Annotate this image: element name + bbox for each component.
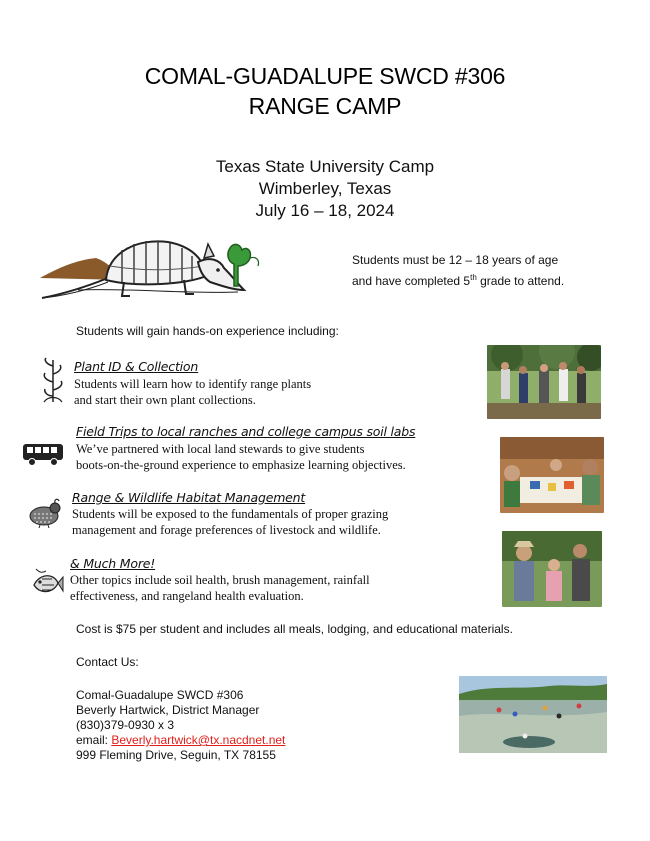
section-heading-field-trips: Field Trips to local ranches and college campus soil labs (76, 424, 416, 439)
section-body-range-wildlife (72, 506, 388, 538)
section-body-line: and start their own plant collections. (74, 393, 256, 407)
fish-icon (30, 567, 64, 601)
page-title-line2: RANGE CAMP (248, 93, 402, 119)
section-body-line: Students will learn how to identify range plants (74, 377, 312, 391)
eligibility-line2-post: grade to attend. (476, 274, 565, 288)
section-heading-much-more: & Much More! (70, 556, 156, 571)
armadillo-illustration (38, 236, 270, 304)
intro-text: Students will gain hands-on experience including: (76, 324, 339, 338)
contact-email-row (76, 733, 285, 748)
quail-icon (24, 498, 64, 528)
contact-email-label: email: (76, 733, 112, 747)
section-body-plant-id (74, 376, 311, 408)
section-body-line: boots-on-the-ground experience to emphasize learning objectives. (76, 458, 406, 472)
eligibility-line2-pre: and have completed 5 (352, 274, 471, 288)
contact-email-link[interactable]: Beverly.hartwick@tx.nacdnet.net (111, 733, 286, 747)
cost-text: Cost is $75 per student and includes all meals, lodging, and educational materials. (76, 622, 513, 636)
location: Wimberley, Texas (258, 179, 392, 198)
eligibility-superscript: th (470, 273, 477, 282)
instructor-photo (502, 531, 602, 607)
soil-lab-photo (500, 437, 604, 513)
section-body-line: We’ve partnered with local land stewards to give students (76, 442, 365, 456)
river-photo (459, 676, 607, 753)
contact-person: Beverly Hartwick, District Manager (76, 703, 260, 717)
contact-block (76, 688, 285, 763)
dates: July 16 – 18, 2024 (255, 201, 395, 220)
section-body-line: management and forage preferences of livestock and wildlife. (72, 523, 381, 537)
section-body-much-more (70, 572, 370, 604)
section-body-line: effectiveness, and rangeland health evaluation. (70, 589, 304, 603)
plant-icon (40, 356, 66, 404)
eligibility-line2 (352, 269, 564, 290)
page-title-line1: COMAL-GUADALUPE SWCD #306 (144, 63, 506, 89)
section-heading-range-wildlife: Range & Wildlife Habitat Management (72, 490, 306, 505)
contact-org: Comal-Guadalupe SWCD #306 (76, 688, 244, 702)
bus-icon (20, 441, 66, 467)
contact-address: 999 Fleming Drive, Seguin, TX 78155 (76, 748, 276, 762)
eligibility-text (352, 252, 564, 290)
section-body-line: Students will be exposed to the fundamentals of proper grazing (72, 507, 389, 521)
section-body-field-trips (76, 441, 406, 473)
contact-heading: Contact Us: (76, 655, 139, 669)
venue: Texas State University Camp (215, 157, 435, 176)
section-heading-plant-id: Plant ID & Collection (74, 359, 199, 374)
eligibility-line1: Students must be 12 – 18 years of age (352, 253, 559, 267)
section-body-line: Other topics include soil health, brush management, rainfall (70, 573, 370, 587)
contact-phone: (830)379-0930 x 3 (76, 718, 175, 732)
students-field-photo (487, 345, 601, 419)
